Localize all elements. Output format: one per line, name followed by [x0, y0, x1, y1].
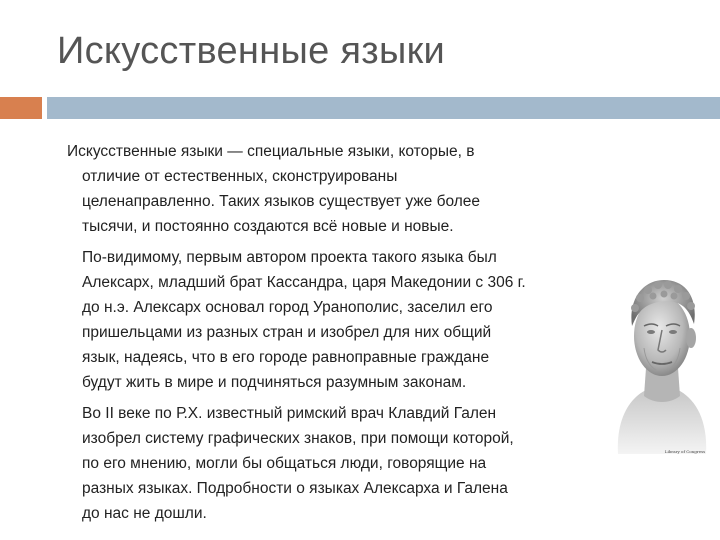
paragraph-2-line-6: будут жить в мире и подчиняться разумным законам. [82, 374, 467, 391]
title-accent-bar [0, 97, 42, 119]
paragraph-2-line-4: пришельцами из разных стран и изобрел для них общий [82, 324, 492, 341]
paragraph-1-line-4: тысячи, и постоянно создаются всё новые и новые. [82, 218, 454, 235]
paragraph-1 [64, 139, 609, 239]
paragraph-3-line-3: по его мнению, могли бы общаться люди, говорящие на [82, 455, 487, 472]
paragraph-2-line-2: Алексарх, младший брат Кассандра, царя Македонии с 306 г. [82, 274, 526, 291]
paragraph-2-line-1: По-видимому, первым автором проекта такого языка был [82, 249, 497, 266]
paragraph-3 [64, 401, 609, 526]
image-caption: Library of Congress [664, 449, 706, 454]
paragraph-2-line-3: до н.э. Алексарх основал город Уранополис, заселил его [82, 299, 493, 316]
title-rule-bar [47, 97, 720, 119]
slide-title: Искусственные языки [57, 30, 446, 72]
paragraph-1-line-1: Искусственные языки — специальные языки, которые, в [67, 143, 475, 160]
paragraph-1-line-3: целенаправленно. Таких языков существует уже более [82, 193, 481, 210]
paragraph-3-line-1: Во II веке по Р.Х. известный римский врач Клавдий Гален [82, 405, 497, 422]
paragraph-3-line-2: изобрел систему графических знаков, при помощи которой, [82, 430, 514, 447]
paragraph-2 [64, 245, 609, 395]
paragraph-3-line-4: разных языках. Подробности о языках Алексарха и Галена [82, 480, 508, 497]
paragraph-2-line-5: язык, надеясь, что в его городе равноправные граждане [82, 349, 490, 366]
paragraph-1-line-2: отличие от естественных, сконструированы [82, 168, 398, 185]
slide-body [64, 139, 609, 526]
bust-portrait-illustration [608, 268, 714, 454]
paragraph-3-line-5: до нас не дошли. [82, 505, 207, 522]
